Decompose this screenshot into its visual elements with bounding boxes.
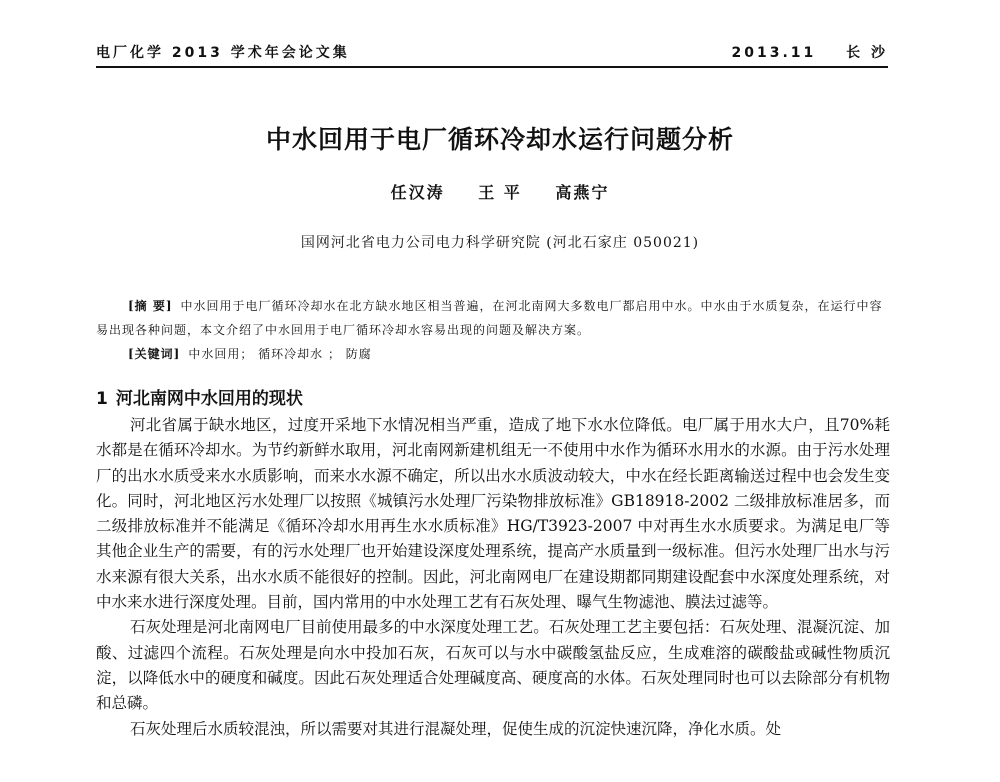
keywords [96,343,890,365]
abstract [96,294,890,342]
abstract-text: 中水回用于电厂循环冷却水在北方缺水地区相当普遍，在河北南网大多数电厂都启用中水。中水由于水质复杂，在运行中容易出现各种问题，本文介绍了中水回用于电厂循环冷却水容易出现的问题及解决方案。 [96,299,883,337]
header-date-place [709,42,888,62]
author-name: 高燕宁 [555,183,610,202]
paragraph: 石灰处理后水质较混浊，所以需要对其进行混凝处理，促使生成的沉淀快速沉降，净化水质。处 [130,719,782,738]
header-place: 长 沙 [846,45,888,61]
section-number: 1 [96,389,108,409]
running-header [96,42,888,68]
section-heading [96,384,303,409]
keywords-label: [关键词] [128,347,181,361]
body-text [96,413,890,742]
author-name: 任汉涛 [390,183,445,202]
author-list [0,180,1000,203]
author-name: 王 平 [478,183,522,202]
affiliation: 国网河北省电力公司电力科学研究院 (河北石家庄 050021) [300,235,700,251]
paragraph: 河北省属于缺水地区，过度开采地下水情况相当严重，造成了地下水水位降低。电厂属于用水大户，且70%耗水都是在循环冷却水。为节约新鲜水取用，河北南网新建机组无一不使用中水作为循环水用水的水源。由于污水处理厂的出水水质受来水水质影响，而来水水源不确定，所以出水水质波动较大，中水在经长距离输送过程中也会发生变化。同时，河北地区污水处理厂以按照《城镇污水处理厂污染物排放标准》GB18918-2002 二级排放标准居多，而二级排放标准并不能满足《循环冷却水用再生水水质标准》HG/T3923-2007 中对再生水水质要求。为满足电厂等其他企业生产的需要，有的污水处理厂也开始建设深度处理系统，提高产水质量到一级标准。但污水处理厂出水与污水来源有很大关系，出水水质不能很好的控制。因此，河北南网电厂在建设期都同期建设配套中水深度处理系统，对中水来水进行深度处理。目前，国内常用的中水处理工艺有石灰处理、曝气生物滤池、膜法过滤等。 [96,416,890,612]
abstract-label: [摘 要] [128,299,173,313]
section-title: 河北南网中水回用的现状 [115,389,303,409]
header-date: 2013.11 [731,45,817,61]
header-proceedings-title: 电厂化学 2013 学术年会论文集 [96,45,350,61]
keywords-text: 中水回用； 循环冷却水 ； 防腐 [188,347,372,361]
paragraph: 石灰处理是河北南网电厂目前使用最多的中水深度处理工艺。石灰处理工艺主要包括：石灰处理、混凝沉淀、加酸、过滤四个流程。石灰处理是向水中投加石灰，石灰可以与水中碳酸氢盐反应，生成难溶的碳酸盐或碱性物质沉淀，以降低水中的硬度和碱度。因此石灰处理适合处理碱度高、硬度高的水体。石灰处理同时也可以去除部分有机物和总磷。 [96,618,890,713]
paper-title: 中水回用于电厂循环冷却水运行问题分析 [265,125,734,154]
